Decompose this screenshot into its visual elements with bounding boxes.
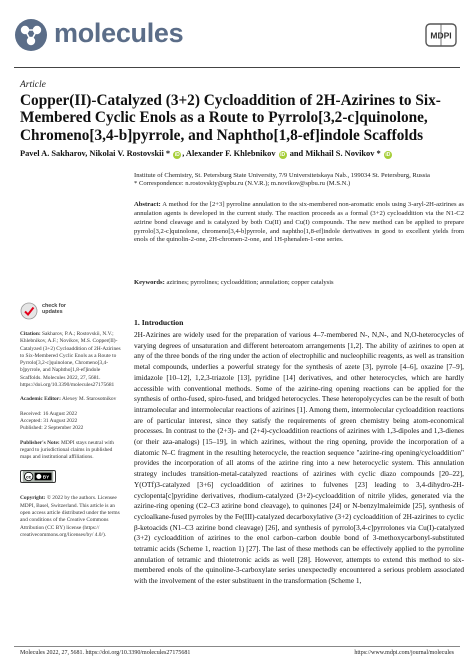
mdpi-logo-icon[interactable]: [422, 22, 460, 48]
editor-label: Academic Editor:: [20, 396, 61, 403]
abstract-text: A method for the [2+3] pyrroline annulation to the six-membered non-aromatic enols using 3-aryl-2H-azirines as annulation agents is developed in the current study. The reaction proceeds as a formal (3+2) cycloaddition via the N1-C2 azirine bond cleavage and is catalyzed by both Cu(II) and Cu(I) compounds. The new method can be applied to prepare pyrrolo[3,2-c]quinolone, chromeno[3,4-b]pyrrole, and naphtho[1,8-ef]indole derivatives in good to excellent yields from enols of the quinolin-2-one, 2H-chromen-2-one, and 1H-phenalen-1-one series.: [134, 201, 464, 244]
author-name[interactable]: Mikhail S. Novikov *: [305, 149, 381, 158]
copyright-block: [20, 495, 122, 539]
editor-name: Alexey M. Starosotnikov: [61, 396, 117, 403]
correspondence-line: * Correspondence: n.rostovskiy@spbu.ru (N.V.R.); m.novikov@spbu.ru (M.S.N.): [134, 180, 351, 188]
section-heading: 1. Introduction: [134, 318, 184, 327]
copyright-text: © 2022 by the authors. Licensee MDPI, Basel, Switzerland. This article is an open access article distributed under the terms and conditions of the Creative Commons Attribution (CC BY) license (https:// creativecommons.org/licenses/by/ 4.0/).: [20, 495, 120, 538]
affiliations: [134, 172, 464, 189]
authors: Pavel A. Sakharov, Nikolai V. Rostovskii * iD , Alexander F. Khlebnikov iD and Mikhail S. Novikov * iD: [20, 149, 391, 158]
check-updates-line1: check for: [42, 303, 66, 309]
sidebar: [20, 300, 122, 539]
keywords: [134, 279, 464, 286]
journal-header: [14, 14, 460, 54]
svg-text:cc: cc: [26, 474, 32, 480]
affiliation-line: Institute of Chemistry, St. Petersburg State University, 7/9 Universitetskaya Nab., 199034 St. Petersburg, Russia: [134, 172, 430, 179]
accepted-date: Accepted: 31 August 2022: [20, 417, 78, 424]
orcid-icon[interactable]: iD: [385, 152, 391, 158]
author-name[interactable]: Pavel A. Sakharov: [20, 149, 86, 158]
header-divider: [14, 67, 460, 68]
citation-label: Citation:: [20, 331, 41, 337]
check-for-updates-button[interactable]: [20, 300, 122, 324]
publisher-note-label: Publisher's Note:: [20, 439, 60, 446]
citation-text: Sakharov, P.A.; Rostovskii, N.V.; Khlebnikov, A.F.; Novikov, M.S. Copper(II)-Catalyzed (3+2) Cycloaddition of 2H-Azirines to Six-Membered Cyclic Enols as a Route to Pyrrolo[3,2-c]quinolone, Chromeno[3,4-b]pyrrole, and Naphtho[1,8-ef]indole Scaffolds. Molecules 2022, 27, 5681. https://doi.org/10.3390/molecules27175681: [20, 331, 121, 389]
orcid-icon[interactable]: iD: [280, 152, 286, 158]
svg-text:MDPI: MDPI: [430, 30, 452, 41]
molecules-logo-icon: [14, 18, 48, 52]
orcid-icon[interactable]: iD: [174, 152, 180, 158]
published-date: Published: 2 September 2022: [20, 425, 84, 432]
article-type: Article: [20, 80, 46, 90]
check-updates-icon: [20, 302, 38, 320]
article-title: [20, 92, 462, 144]
keywords-text: azirines; pyrrolines; cycloaddition; annulation; copper catalysis: [166, 279, 334, 286]
cc-by-license-icon[interactable]: [20, 470, 56, 483]
dates-block: [20, 411, 122, 433]
check-updates-line2: updates: [42, 309, 63, 316]
title-text: Copper(II)-Catalyzed (3+2) Cycloaddition of 2H-Azirines to Six-Membered Cyclic Enols as a Route to Pyrrolo[3,2-c]quinolone, Chromeno[3,4-b]pyrrole, and Naphtho[1,8-ef]indole Scaffolds: [20, 92, 441, 144]
introduction-paragraph: 2H-Azirines are widely used for the preparation of various 4–7-membered N-, N,N-, and N,O-heterocycles of varying degrees of unsaturation and different heteroatom arrangements [1,2]. The ability of azirines to open at any of the three bonds of the ring under the action of electrophilic and nucleophilic reagents, as well as transition metal compounds, underlies a powerful strategy for the synthesis of azete [3], pyrrole [4–6], oxazine [7–9], imidazole [10–12], 1,2,3-triazole [13], pyridine [14] derivatives, and other heterocycles, which are hardly accessible with conventional methods. Some of the azirine-ring opening reactions can be applied for the synthesis of ortho-fused, spiro-fused, and bridged heterocycles. These heteropolycycles can be the result of both intramolecular and intermolecular reactions of azirines [1]. Among them, intermolecular cycloaddition reactions are of particular interest, since they satisfy the requirements of green chemistry being atom-economical processes. In contrast to the (2+3)- and (2+4)-cycloaddition reactions of azirines with 1,3-dipoles and 1,3-dienes (or their aza-analogs) [15–19], in which azirines, without the ring opening, provide the incorporation of a diatomic N–C fragment in the resulting heterocycle, the reaction sequence "azirine-ring opening/cycloaddition" provides the incorporation of all atoms of the azirine ring into a new heterocyclic system. This annulation strategy includes transition-metal-catalyzed reactions of azirines with cyclic diazo compounds [20–22], Y(OTf)3-catalyzed [3+6] cycloaddition of azirines to fulvenes [23] leading to 3,4-dihydro-2H-cyclopenta[c]pyridine derivatives, rhodium-catalyzed (3+2)-cycloaddition of nitrile ylides, generated via the azirine-ring opening (C2–C3 azirine bond cleavage), to quinones [24] or N-benzylmaleimide [25], synthesis of cycloalkane-fused pyrroles by the Fe(III)-catalyzed decarboxylative (3+2) cycloaddition of 2H-azirines to cyclic β-ketoacids (N1–C3 azirine bond cleavage) [26], and synthesis of pyrrolo[3,4-c]pyrrolones via Cu(I)-catalyzed (3+2) cycloaddition of azirines to the enol carbon–carbon double bond of 3-methoxycarbonyl-substituted tetramic acids (Scheme 1, reaction 1) [27]. The last of these methods can be effectively applied to the pyrroline annulation of tetramic and thiotetronic acids as well [28]. However, attempts to extend this method to six-membered enols of the quinoline-3-carboxylate series unexpectedly encountered a serious problem associated with the involvement of the ester substituent in the transformation (Scheme 1,: [134, 330, 464, 586]
citation-block: [20, 331, 122, 389]
svg-text:BY: BY: [42, 474, 50, 480]
received-date: Received: 16 August 2022: [20, 410, 78, 417]
abstract: [134, 201, 464, 245]
footer-journal-link[interactable]: https://www.mdpi.com/journal/molecules: [354, 650, 454, 656]
journal-name[interactable]: molecules: [54, 18, 184, 48]
copyright-label: Copyright:: [20, 495, 46, 502]
author-name[interactable]: Alexander F. Khlebnikov: [185, 149, 276, 158]
editor-block: [20, 396, 122, 403]
abstract-label: Abstract:: [134, 201, 161, 208]
author-name[interactable]: Nikolai V. Rostovskii *: [89, 149, 171, 158]
publisher-note: [20, 440, 122, 462]
publisher-note-text: MDPI stays neutral with regard to jurisdictional claims in published maps and institutional affiliations.: [20, 439, 114, 461]
keywords-label: Keywords:: [134, 279, 165, 286]
footer-citation[interactable]: Molecules 2022, 27, 5681. https://doi.org/10.3390/molecules27175681: [20, 650, 191, 656]
footer-divider: [14, 646, 460, 647]
